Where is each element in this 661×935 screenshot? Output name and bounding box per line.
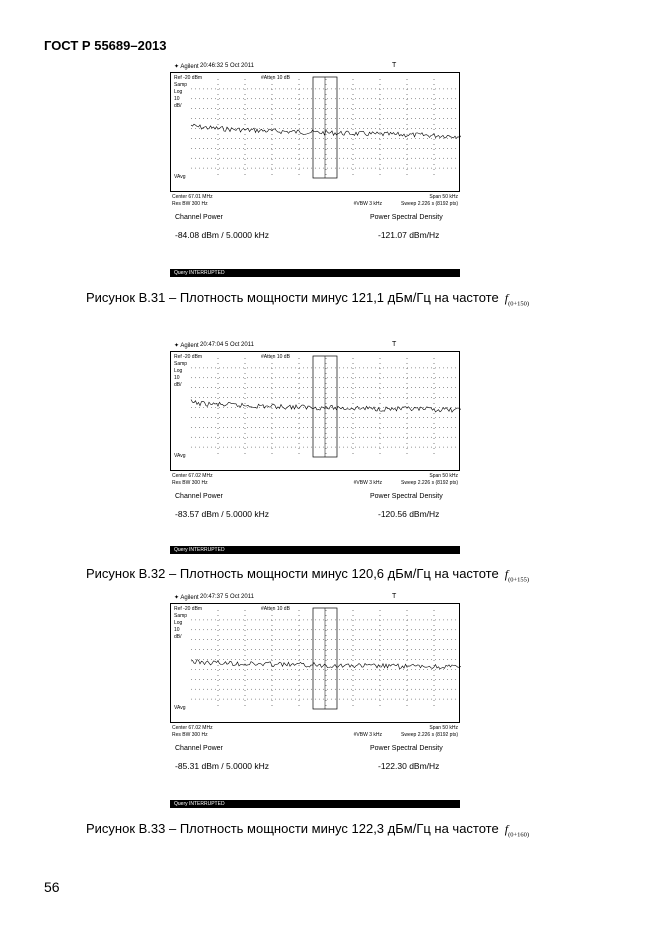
status-bar [170,269,460,277]
center-frequency: Center 67.02 MHz [172,725,213,731]
channel-power-label: Channel Power [175,214,223,221]
analyzer-header [170,341,460,352]
figure-caption-3 [86,821,529,839]
center-frequency: Center 67.01 MHz [172,194,213,200]
status-text: Query INTERRUPTED [174,270,225,276]
trace-marker-icon: T [392,593,397,600]
spectrum-figure-2 [170,341,460,553]
figure-caption-2 [86,566,529,584]
reference-level: Ref -20 dBm [174,606,203,612]
trace-marker-icon: T [392,62,397,69]
averaging-label: VAvg [174,174,186,180]
detector-mode: Samp [174,613,188,619]
measurement-results [170,208,460,256]
spectrum-plot-frame [170,73,460,192]
frequency-symbol: f [504,822,509,836]
caption-text: Рисунок В.32 – Плотность мощности минус 120,6 дБм/Гц на частоте [86,566,499,581]
attenuation: #Atten 10 dB [261,606,290,612]
scale-unit: dB/ [174,382,182,388]
psd-label: Power Spectral Density [370,214,443,221]
caption-text: Рисунок В.31 – Плотность мощности минус 121,1 дБм/Гц на частоте [86,290,499,305]
channel-power-label: Channel Power [175,493,223,500]
timestamp: 20:46:32 5 Oct 2011 [200,63,254,69]
spectrum-plot-frame [170,352,460,471]
channel-power-label: Channel Power [175,745,223,752]
channel-power-value: -85.31 dBm / 5.0000 kHz [175,761,270,771]
spectrum-plot-frame [170,604,460,723]
scale-value: 10 [174,627,180,633]
timestamp: 20:47:37 5 Oct 2011 [200,594,254,600]
video-bandwidth: #VBW 3 kHz [353,201,382,207]
averaging-label: VAvg [174,453,186,459]
analyzer-settings [170,192,460,208]
sweep-time: Sweep 2.226 s (8192 pts) [401,201,458,207]
status-bar [170,800,460,808]
spectrum-trace-plot [171,604,461,722]
spectrum-figure-3 [170,593,460,807]
scale-type: Log [174,368,183,374]
scale-type: Log [174,89,183,95]
status-bar [170,546,460,554]
measurement-results [170,487,460,535]
reference-level: Ref -20 dBm [174,354,203,360]
trace-marker-icon: T [392,341,397,348]
scale-value: 10 [174,375,180,381]
scale-unit: dB/ [174,103,182,109]
timestamp: 20:47:04 5 Oct 2011 [200,342,254,348]
attenuation: #Atten 10 dB [261,354,290,360]
analyzer-header [170,62,460,73]
frequency-symbol: f [504,291,509,305]
status-text: Query INTERRUPTED [174,547,225,553]
channel-power-value: -84.08 dBm / 5.0000 kHz [175,230,270,240]
spectrum-trace [191,124,461,138]
detector-mode: Samp [174,82,188,88]
video-bandwidth: #VBW 3 kHz [353,732,382,738]
measurement-results [170,739,460,787]
reference-level: Ref -20 dBm [174,75,203,81]
figure-caption-1 [86,290,529,308]
psd-label: Power Spectral Density [370,493,443,500]
attenuation: #Atten 10 dB [261,75,290,81]
span: Span 50 kHz [429,725,458,731]
frequency-subscript: (0+150) [508,300,530,308]
video-bandwidth: #VBW 3 kHz [353,480,382,486]
agilent-logo: ✦ Agilent [174,595,199,601]
agilent-logo: ✦ Agilent [174,343,199,349]
analyzer-header [170,593,460,604]
page-number: 56 [44,879,60,895]
center-frequency: Center 67.02 MHz [172,473,213,479]
scale-value: 10 [174,96,180,102]
span: Span 50 kHz [429,194,458,200]
caption-text: Рисунок В.33 – Плотность мощности минус 122,3 дБм/Гц на частоте [86,821,499,836]
channel-power-value: -83.57 dBm / 5.0000 kHz [175,509,270,519]
analyzer-settings [170,471,460,487]
psd-label: Power Spectral Density [370,745,443,752]
analyzer-settings [170,723,460,739]
resolution-bandwidth: Res BW 300 Hz [172,480,208,486]
scale-unit: dB/ [174,634,182,640]
sweep-time: Sweep 2.226 s (8192 pts) [401,732,458,738]
document-header: ГОСТ Р 55689–2013 [44,38,167,53]
agilent-logo: ✦ Agilent [174,64,199,70]
averaging-label: VAvg [174,705,186,711]
psd-value: -122.30 dBm/Hz [378,761,440,771]
frequency-subscript: (0+160) [508,831,530,839]
spectrum-figure-1 [170,62,460,276]
frequency-symbol: f [504,567,509,581]
spectrum-trace-plot [171,73,461,191]
resolution-bandwidth: Res BW 300 Hz [172,201,208,207]
status-text: Query INTERRUPTED [174,801,225,807]
psd-value: -121.07 dBm/Hz [378,230,440,240]
psd-value: -120.56 dBm/Hz [378,509,440,519]
resolution-bandwidth: Res BW 300 Hz [172,732,208,738]
spectrum-trace-plot [171,352,461,470]
scale-type: Log [174,620,183,626]
frequency-subscript: (0+155) [508,576,530,584]
detector-mode: Samp [174,361,188,367]
spectrum-trace [191,400,461,413]
span: Span 50 kHz [429,473,458,479]
sweep-time: Sweep 2.226 s (8192 pts) [401,480,458,486]
